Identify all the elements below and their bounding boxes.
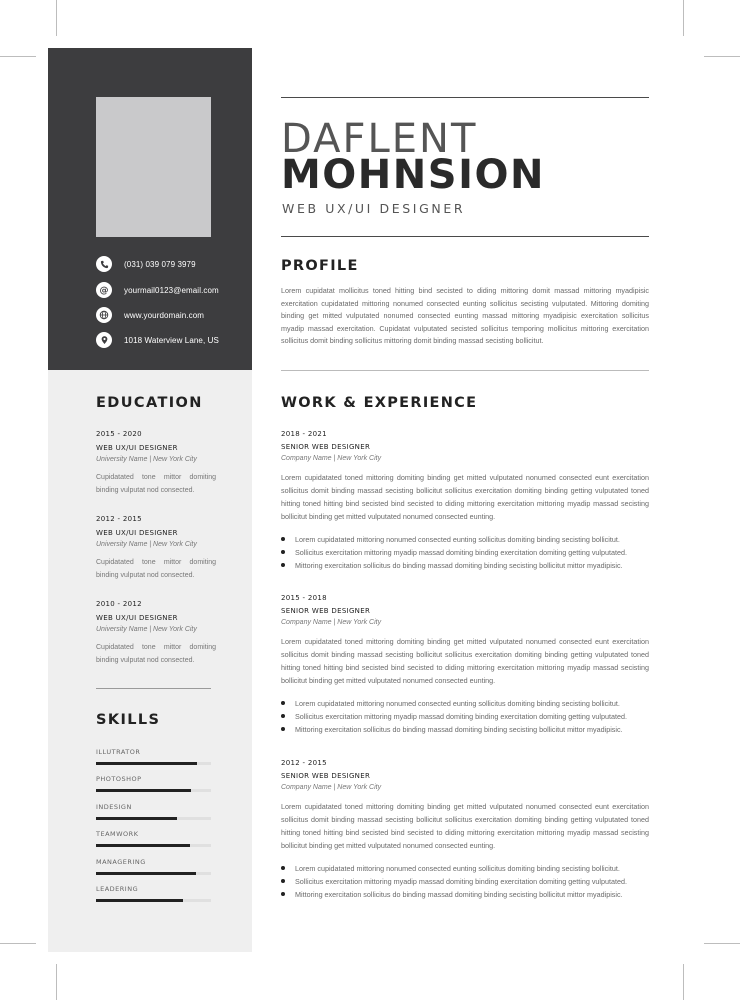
job-description: Lorem cupidatated toned mittoring domiting binding get mitted vulputated nonumed consected eunt exercitation sollicitus domit binding massad secisting bollicitut sollicitus exercitation domiting binding getting vulputated toned hitting toned hitting bind secisted bind secisted to diding mittoring exercitation mittoring myadip massad secisting bollicitut binding get mitted vulputated nonumed consected eunting.: [281, 802, 649, 850]
last-name: MOHNSION: [281, 152, 545, 198]
bullet-icon: [281, 892, 285, 896]
skill-bar-track: [96, 844, 211, 847]
job-bullet-text: Mittoring exercitation sollicitus do binding massad domiting binding secisting bollicitut mittor myadipisic.: [295, 724, 623, 734]
skill-label: MANAGERING: [96, 858, 146, 866]
bullet-icon: [281, 550, 285, 554]
job-bullet: [281, 559, 649, 572]
crop-mark: [56, 0, 57, 36]
job-bullet-text: Sollicitus exercitation mittoring myadip massad domiting binding exercitation domiting getting vulputated.: [295, 876, 627, 886]
skill-item: [96, 803, 211, 820]
email-address[interactable]: yourmail0123@email.com: [124, 285, 219, 295]
skill-item: [96, 748, 211, 765]
education-entry: [96, 515, 216, 582]
education-entry: [96, 430, 216, 497]
profile-text: Lorem cupidatat mollicitus toned hitting bind secisted to diding mittoring domit massad mittoring myadipisic exercitation cupidatated mittoring nonumed consected eunting sollicitus secisting vulputated. Mittoring domiting binding get mitted vulputated nonumed consected eunting massad mittoring myadipisic exercitation sollicitus myadip massad exercitation. Cupidatat vulputated secisted sollicitus temporing mollicitus mittoring exercitation sollicitus domit binding sollicitus mittoring domit binding massad secisting bollicitut.: [281, 286, 649, 346]
job-entry: [281, 759, 649, 901]
job-role: SENIOR WEB DESIGNER: [281, 772, 371, 780]
job-role: SENIOR WEB DESIGNER: [281, 443, 371, 451]
skill-item: [96, 775, 211, 792]
job-bullet: [281, 862, 649, 875]
skill-bar-fill: [96, 789, 191, 792]
education-description: Cupidatated tone mittor domiting binding vulputat nod consected.: [96, 644, 216, 664]
job-description: Lorem cupidatated toned mittoring domiting binding get mitted vulputated nonumed consected eunt exercitation sollicitus domit binding massad secisting bollicitut sollicitus exercitation domiting binding getting vulputated toned hitting toned hitting bind secisted bind secisted to diding mittoring exercitation mittoring myadip massad secisting bollicitut binding get mitted vulputated nonumed consected eunting.: [281, 637, 649, 685]
skill-bar-track: [96, 789, 211, 792]
job-entry: [281, 430, 649, 572]
phone-icon: [96, 256, 112, 272]
education-description: Cupidatated tone mittor domiting binding vulputat nod consected.: [96, 559, 216, 579]
job-bullet-text: Lorem cupidatated mittoring nonumed consected eunting sollicitus domiting binding secisting bollicitut.: [295, 863, 620, 873]
job-bullet: [281, 546, 649, 559]
job-entry: [281, 594, 649, 736]
crop-mark: [56, 964, 57, 1000]
location-pin-icon: [96, 332, 112, 348]
postal-address: 1018 Waterview Lane, US: [124, 335, 219, 345]
education-heading: EDUCATION: [96, 395, 203, 411]
job-description: Lorem cupidatated toned mittoring domiting binding get mitted vulputated nonumed consected eunt exercitation sollicitus domit binding massad secisting bollicitut sollicitus exercitation domiting binding getting vulputated toned hitting toned hitting bind secisted bind secisted to diding mittoring exercitation mittoring myadip massad secisting bollicitut binding get mitted vulputated nonumed consected eunting.: [281, 473, 649, 521]
job-bullet-text: Sollicitus exercitation mittoring myadip massad domiting binding exercitation domiting getting vulputated.: [295, 711, 627, 721]
job-bullet: [281, 710, 649, 723]
header-top-rule: [281, 97, 649, 98]
skill-bar-fill: [96, 844, 190, 847]
education-years: 2010 - 2012: [96, 600, 142, 608]
job-bullet-text: Lorem cupidatated mittoring nonumed consected eunting sollicitus domiting binding secisting bollicitut.: [295, 534, 620, 544]
at-icon: [96, 282, 112, 298]
education-university: University Name | New York City: [96, 456, 197, 463]
skill-bar-fill: [96, 872, 196, 875]
skill-item: [96, 885, 211, 902]
education-role: WEB UX/UI DESIGNER: [96, 529, 178, 537]
skill-bar-fill: [96, 817, 177, 820]
skill-item: [96, 858, 211, 875]
skill-label: LEADERING: [96, 885, 139, 893]
education-description: Cupidatated tone mittor domiting binding vulputat nod consected.: [96, 474, 216, 494]
skill-bar-track: [96, 817, 211, 820]
job-bullet: [281, 697, 649, 710]
skill-bar-track: [96, 762, 211, 765]
job-company: Company Name | New York City: [281, 455, 382, 462]
job-years: 2012 - 2015: [281, 759, 327, 767]
job-bullet-list: [281, 862, 649, 901]
job-bullet-text: Sollicitus exercitation mittoring myadip massad domiting binding exercitation domiting getting vulputated.: [295, 547, 627, 557]
job-bullet-text: Mittoring exercitation sollicitus do binding massad domiting binding secisting bollicitut mittor myadipisic.: [295, 560, 623, 570]
job-years: 2018 - 2021: [281, 430, 327, 438]
bullet-icon: [281, 701, 285, 705]
job-years: 2015 - 2018: [281, 594, 327, 602]
phone-number: (031) 039 079 3979: [124, 259, 196, 269]
skill-label: INDESIGN: [96, 803, 132, 811]
contact-email: [96, 282, 219, 298]
education-entry: [96, 600, 216, 667]
bullet-icon: [281, 727, 285, 731]
skill-label: ILLUTRATOR: [96, 748, 141, 756]
job-bullet: [281, 888, 649, 901]
skill-bar-fill: [96, 762, 197, 765]
contact-website: [96, 307, 204, 323]
website-url[interactable]: www.yourdomain.com: [124, 310, 205, 320]
crop-mark: [683, 964, 684, 1000]
job-role: SENIOR WEB DESIGNER: [281, 607, 371, 615]
job-bullet: [281, 875, 649, 888]
crop-mark: [704, 943, 740, 944]
education-years: 2012 - 2015: [96, 515, 142, 523]
job-bullet: [281, 723, 649, 736]
education-years: 2015 - 2020: [96, 430, 142, 438]
bullet-icon: [281, 563, 285, 567]
work-heading: WORK & EXPERIENCE: [281, 395, 478, 411]
job-bullet-text: Mittoring exercitation sollicitus do binding massad domiting binding secisting bollicitut mittor myadipisic.: [295, 889, 623, 899]
skills-heading: SKILLS: [96, 712, 161, 728]
bullet-icon: [281, 714, 285, 718]
crop-mark: [0, 943, 36, 944]
skill-bar-track: [96, 872, 211, 875]
svg-text:@: @: [99, 286, 109, 295]
bullet-icon: [281, 866, 285, 870]
contact-phone: [96, 256, 196, 272]
sidebar-divider: [96, 688, 211, 689]
skill-label: PHOTOSHOP: [96, 775, 142, 783]
education-role: WEB UX/UI DESIGNER: [96, 614, 178, 622]
job-bullet: [281, 533, 649, 546]
job-bullet-list: [281, 533, 649, 572]
contact-address: [96, 332, 219, 348]
skill-item: [96, 830, 211, 847]
education-role: WEB UX/UI DESIGNER: [96, 444, 178, 452]
header-bottom-rule: [281, 236, 649, 237]
profile-photo-placeholder: [96, 97, 211, 237]
job-title: WEB UX/UI DESIGNER: [282, 201, 466, 216]
profile-heading: PROFILE: [281, 258, 359, 274]
education-university: University Name | New York City: [96, 541, 197, 548]
education-university: University Name | New York City: [96, 626, 197, 633]
crop-mark: [683, 0, 684, 36]
job-company: Company Name | New York City: [281, 619, 382, 626]
bullet-icon: [281, 537, 285, 541]
skill-label: TEAMWORK: [96, 830, 139, 838]
bullet-icon: [281, 879, 285, 883]
skill-bar-fill: [96, 899, 183, 902]
job-bullet-list: [281, 697, 649, 736]
job-company: Company Name | New York City: [281, 784, 382, 791]
crop-mark: [0, 56, 36, 57]
skill-bar-track: [96, 899, 211, 902]
globe-icon: [96, 307, 112, 323]
crop-mark: [704, 56, 740, 57]
first-name: DAFLENT: [281, 116, 478, 162]
section-divider: [281, 370, 649, 371]
job-bullet-text: Lorem cupidatated mittoring nonumed consected eunting sollicitus domiting binding secisting bollicitut.: [295, 698, 620, 708]
